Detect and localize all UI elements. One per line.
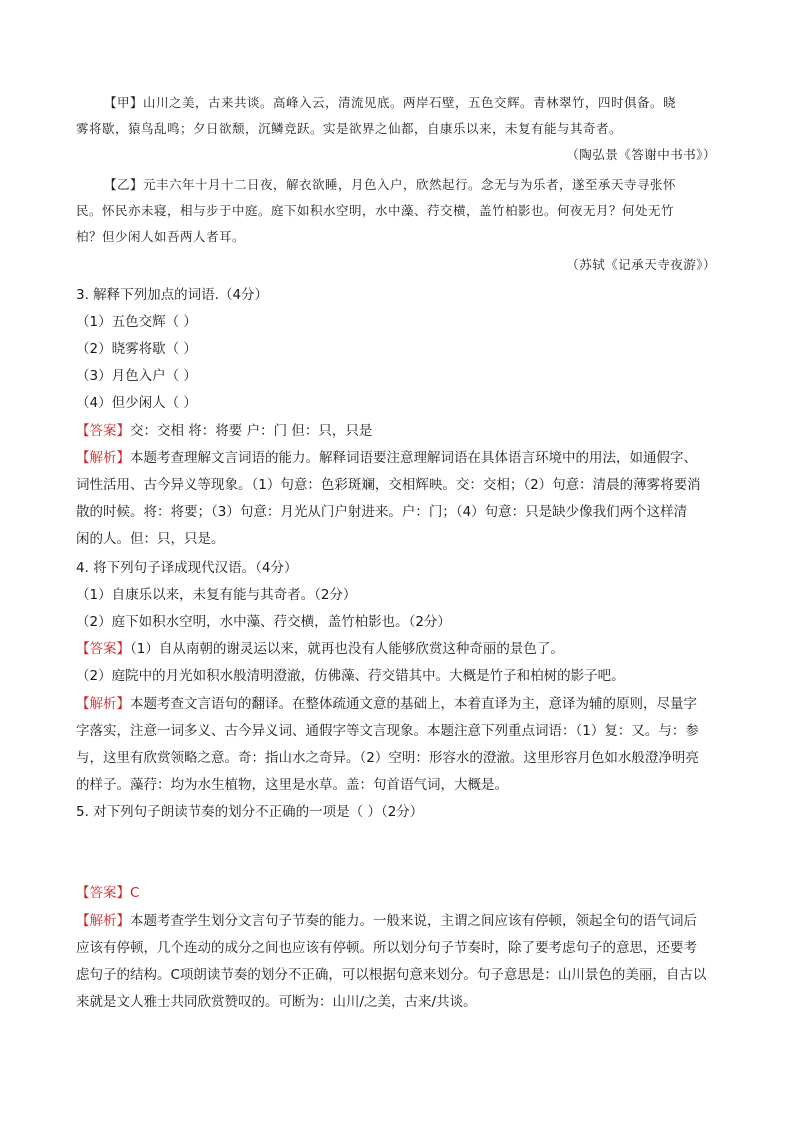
q3-item-2: （2）晓雾将歇（ ） (76, 341, 197, 357)
passage-yi-source: （苏轼《记承天寺夜游》） (566, 257, 716, 272)
answer-tag: 【答案】 (76, 885, 130, 901)
q5-answer-value: C (130, 885, 140, 901)
q5-answer (76, 880, 716, 906)
analysis-tag: 【解析】 (76, 913, 130, 929)
q3-analysis-line-2: 词性活用、古今异义等现象。（1）句意：色彩斑斓，交相辉映。交：交相；（2）句意：清晨的薄雾将要消 (76, 477, 701, 493)
passage-yi-line-1: 【乙】元丰六年十月十二日夜，解衣欲睡，月色入户，欣然起行。念无与为乐者，遂至承天寺寻张怀 (104, 177, 677, 192)
q3-analysis-line-1: 【解析】本题考查理解文言词语的能力。解释词语要注意理解词语在具体语言环境中的用法，如通假字、 (76, 450, 697, 466)
passage-yi-line-2: 民。怀民亦未寝，相与步于中庭。庭下如积水空明，水中藻、荇交横，盖竹柏影也。何夜无月？何处无竹 (76, 203, 675, 218)
q3-item-4: （4）但少闲人（ ） (76, 395, 197, 411)
q5-analysis-line-3: 虑句子的结构。C项朗读节奏的划分不正确，可以根据句意来划分。句子意思是：山川景色的美丽，自古以 (76, 967, 707, 983)
q4-analysis-line-2: 字落实，注意一词多义、古今异义词、通假字等文言现象。本题注意下列重点词语：（1）复：又。与：参 (76, 723, 699, 739)
answer-tag: 【答案】 (76, 423, 130, 439)
analysis-tag: 【解析】 (76, 450, 130, 466)
q4-answer-2: （2）庭院中的月光如积水般清明澄澈，仿佛藻、荇交错其中。大概是竹子和柏树的影子吧。 (76, 668, 625, 684)
q3-item-3: （3）月色入户（ ） (76, 368, 197, 384)
q4-title: 4. 将下列句子译成现代汉语。（4分） (76, 560, 298, 576)
analysis-tag: 【解析】 (76, 696, 130, 712)
q5-analysis-line-4: 来就是文人雅士共同欣赏赞叹的。可断为：山川/之美，古来/共谈。 (76, 994, 477, 1010)
q3-item-1: （1）五色交辉（ ） (76, 314, 197, 330)
q3-analysis-line-4: 闲的人。但：只，只是。 (76, 531, 225, 547)
q4-analysis-line-4: 的样子。藻荇：均为水生植物，这里是水草。盖：句首语气词，大概是。 (76, 777, 508, 793)
passage-jia-line-2: 雾将歇，猿鸟乱鸣；夕日欲颓，沉鳞竞跃。实是欲界之仙都，自康乐以来，未复有能与其奇者。 (76, 121, 623, 136)
q4-item-1: （1）自康乐以来，未复有能与其奇者。（2分） (76, 587, 357, 603)
q3-title: 3. 解释下列加点的词语.（4分） (76, 287, 269, 303)
q4-analysis-line-1: 【解析】本题考查文言语句的翻译。在整体疏通文意的基础上，本着直译为主，意译为辅的原则，尽量字 (76, 696, 697, 712)
q3-answer: 【答案】交：交相 将：将要 户：门 但：只，只是 (76, 423, 373, 439)
q4-item-2: （2）庭下如积水空明，水中藻、荇交横，盖竹柏影也。（2分） (76, 614, 451, 630)
passage-jia-line-1: 【甲】山川之美，古来共谈。高峰入云，清流见底。两岸石壁，五色交辉。青林翠竹，四时俱备。晓 (104, 95, 677, 110)
answer-tag: 【答案】 (76, 641, 130, 657)
q3-analysis-line-3: 散的时候。将：将要；（3）句意：月光从门户射进来。户：门；（4）句意：只是缺少像我们两个这样清 (76, 504, 688, 520)
passage-yi-tag: 【乙】 (104, 177, 144, 192)
passage-jia-source: （陶弘景《答谢中书书》） (566, 147, 716, 162)
q4-answer-1: 【答案】（1）自从南朝的谢灵运以来，就再也没有人能够欣赏这种奇丽的景色了。 (76, 641, 564, 657)
q4-analysis-line-3: 与，这里有欣赏领略之意。奇：指山水之奇异。（2）空明：形容水的澄澈。这里形容月色如水般澄净明亮 (76, 750, 699, 766)
passage-yi-line-3: 柏？但少闲人如吾两人者耳。 (76, 229, 246, 244)
q5-title: 5. 对下列句子朗读节奏的划分不正确的一项是（ ）（2分） (76, 804, 424, 820)
q5-analysis-line-1: 【解析】本题考查学生划分文言句子节奏的能力。一般来说，主谓之间应该有停顿，领起全句的语气词后 (76, 913, 697, 929)
q5-analysis-line-2: 应该有停顿，几个连动的成分之间也应该有停顿。所以划分句子节奏时，除了要考虑句子的意思，还要考 (76, 940, 697, 956)
passage-jia-tag: 【甲】 (104, 95, 144, 110)
